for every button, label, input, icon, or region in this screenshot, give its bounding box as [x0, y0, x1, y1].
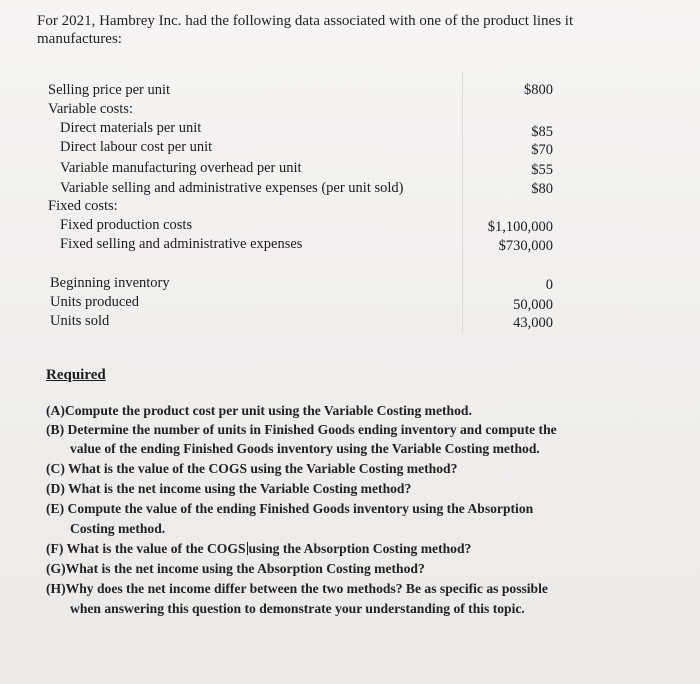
label-variable-overhead: Variable manufacturing overhead per unit: [60, 160, 302, 176]
value-variable-selling-admin: $80: [531, 181, 553, 197]
question-a: (A)Compute the product cost per unit using the Variable Costing method.: [46, 403, 472, 418]
label-variable-selling-admin: Variable selling and administrative expenses (per unit sold): [60, 180, 404, 196]
value-units-sold: 43,000: [513, 315, 553, 331]
value-beginning-inventory: 0: [545, 277, 553, 293]
label-direct-labour: Direct labour cost per unit: [60, 139, 213, 155]
value-direct-materials: $85: [531, 124, 553, 140]
question-b-line-1: (B) Determine the number of units in Finished Goods ending inventory and compute the: [46, 422, 557, 437]
question-f: [46, 541, 471, 557]
label-variable-costs: Variable costs:: [48, 101, 133, 117]
column-divider: [462, 72, 463, 332]
label-fixed-costs: Fixed costs:: [48, 198, 118, 214]
label-selling-price: Selling price per unit: [48, 82, 171, 98]
value-variable-overhead: $55: [531, 162, 553, 178]
question-e-line-2: Costing method.: [70, 521, 166, 536]
value-direct-labour: $70: [531, 142, 553, 158]
question-f-part-1: (F) What is the value of the COGS: [46, 541, 246, 556]
question-b-line-2: value of the ending Finished Goods inventory using the Variable Costing method.: [70, 441, 540, 456]
value-selling-price: $800: [524, 82, 553, 98]
value-fixed-production: $1,100,000: [487, 219, 553, 235]
intro-text: For 2021, Hambrey Inc. had the following data associated with one of the product lines it manufactures:: [37, 13, 574, 47]
label-beginning-inventory: Beginning inventory: [50, 275, 170, 291]
label-fixed-production: Fixed production costs: [60, 217, 193, 233]
question-c: (C) What is the value of the COGS using the Variable Costing method?: [46, 461, 458, 476]
text-cursor: [247, 542, 248, 555]
question-h-line-1: (H)Why does the net income differ between the two methods? Be as specific as possible: [46, 581, 548, 596]
question-h-line-2: when answering this question to demonstrate your understanding of this topic.: [70, 601, 525, 616]
question-g: (G)What is the net income using the Absorption Costing method?: [46, 561, 425, 576]
question-e-line-1: (E) Compute the value of the ending Finished Goods inventory using the Absorption: [46, 501, 534, 516]
label-units-sold: Units sold: [50, 313, 110, 329]
question-f-part-2: using the Absorption Costing method?: [248, 541, 472, 556]
value-units-produced: 50,000: [513, 297, 553, 313]
label-direct-materials: Direct materials per unit: [60, 120, 202, 136]
label-units-produced: Units produced: [50, 294, 139, 310]
question-d: (D) What is the net income using the Variable Costing method?: [46, 481, 412, 496]
required-heading: Required: [46, 367, 106, 383]
value-fixed-selling-admin: $730,000: [498, 238, 553, 254]
label-fixed-selling-admin: Fixed selling and administrative expenses: [60, 236, 303, 252]
